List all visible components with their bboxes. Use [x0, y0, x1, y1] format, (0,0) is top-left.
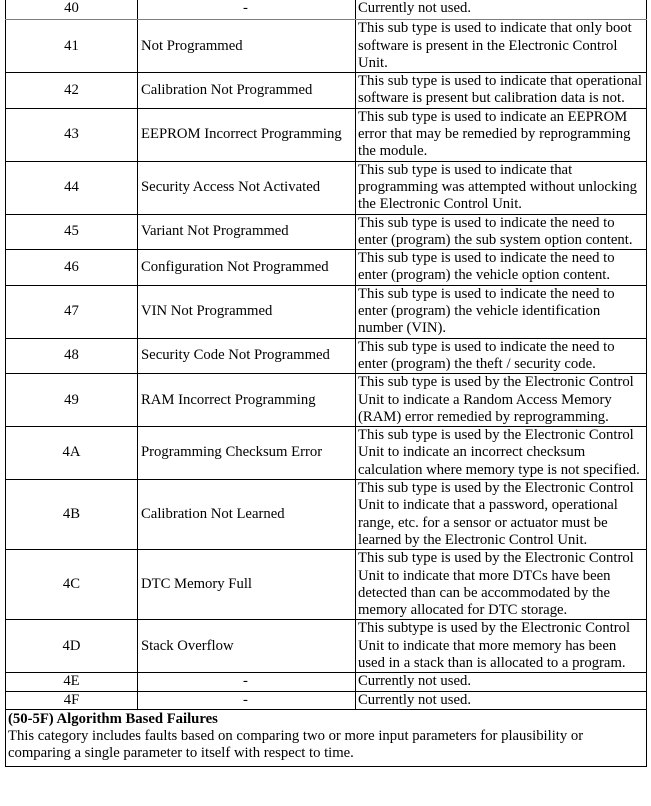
table-row: [6, 673, 647, 691]
name-cell: Calibration Not Programmed: [138, 73, 356, 109]
table-footer-body: [6, 709, 647, 766]
code-cell: 47: [6, 285, 138, 338]
description-cell: This sub type is used to indicate that operational software is present but calibration data is not.: [356, 73, 647, 109]
table-row: [6, 427, 647, 480]
code-cell: 4D: [6, 620, 138, 673]
description-cell: This sub type is used by the Electronic Control Unit to indicate that a password, operational range, etc. for a sensor or actuator must be learned by the Electronic Control Unit.: [356, 480, 647, 550]
description-cell: This sub type is used to indicate that programming was attempted without unlocking the Electronic Control Unit.: [356, 161, 647, 214]
code-cell: 4C: [6, 550, 138, 620]
table-row: [6, 0, 647, 20]
code-cell: 4B: [6, 480, 138, 550]
name-cell: Variant Not Programmed: [138, 214, 356, 250]
code-cell: 42: [6, 73, 138, 109]
table-row: [6, 620, 647, 673]
code-cell: 46: [6, 250, 138, 286]
dtc-subtype-table-wrap: [5, 0, 646, 767]
description-cell: This sub type is used by the Electronic Control Unit to indicate a Random Access Memory (RAM) error remedied by reprogramming.: [356, 374, 647, 427]
name-cell: EEPROM Incorrect Programming: [138, 108, 356, 161]
code-cell: 41: [6, 20, 138, 73]
code-cell: 40: [6, 0, 138, 20]
table-row: [6, 338, 647, 374]
category-heading: (50-5F) Algorithm Based Failures: [8, 710, 218, 727]
name-cell: Calibration Not Learned: [138, 480, 356, 550]
table-row: [6, 20, 647, 73]
name-cell: Stack Overflow: [138, 620, 356, 673]
name-cell: VIN Not Programmed: [138, 285, 356, 338]
name-cell: -: [138, 0, 356, 20]
name-cell: Not Programmed: [138, 20, 356, 73]
name-cell: Programming Checksum Error: [138, 427, 356, 480]
code-cell: 44: [6, 161, 138, 214]
footer-row: [6, 709, 647, 766]
code-cell: 48: [6, 338, 138, 374]
table-row: [6, 214, 647, 250]
table-row: [6, 480, 647, 550]
table-row: [6, 161, 647, 214]
code-cell: 4A: [6, 427, 138, 480]
name-cell: -: [138, 691, 356, 709]
description-cell: This subtype is used by the Electronic Control Unit to indicate that more memory has been used in a stack than is allocated to a program.: [356, 620, 647, 673]
description-cell: This sub type is used to indicate an EEPROM error that may be remedied by reprogramming the module.: [356, 108, 647, 161]
name-cell: Configuration Not Programmed: [138, 250, 356, 286]
category-footer-cell: [6, 709, 647, 766]
table-row: [6, 374, 647, 427]
description-cell: Currently not used.: [356, 673, 647, 691]
description-cell: This sub type is used by the Electronic Control Unit to indicate that more DTCs have been detected than can be accommodated by the memory allocated for DTC storage.: [356, 550, 647, 620]
description-cell: This sub type is used by the Electronic Control Unit to indicate an incorrect checksum calculation where memory type is not specified.: [356, 427, 647, 480]
table-row: [6, 285, 647, 338]
code-cell: 4F: [6, 691, 138, 709]
description-cell: This sub type is used to indicate the need to enter (program) the theft / security code.: [356, 338, 647, 374]
table-row: [6, 550, 647, 620]
table-row: [6, 691, 647, 709]
code-cell: 43: [6, 108, 138, 161]
category-description: This category includes faults based on comparing two or more input parameters for plausibility or comparing a single parameter to itself with respect to time.: [8, 728, 584, 762]
name-cell: -: [138, 673, 356, 691]
name-cell: RAM Incorrect Programming: [138, 374, 356, 427]
code-cell: 49: [6, 374, 138, 427]
description-cell: This sub type is used to indicate the need to enter (program) the vehicle identification number (VIN).: [356, 285, 647, 338]
table-row: [6, 108, 647, 161]
description-cell: This sub type is used to indicate that only boot software is present in the Electronic Control Unit.: [356, 20, 647, 73]
table-row: [6, 250, 647, 286]
table-body: [6, 0, 647, 709]
name-cell: Security Code Not Programmed: [138, 338, 356, 374]
name-cell: DTC Memory Full: [138, 550, 356, 620]
code-cell: 4E: [6, 673, 138, 691]
description-cell: Currently not used.: [356, 691, 647, 709]
table-row: [6, 73, 647, 109]
dtc-subtype-table: [5, 0, 647, 767]
description-cell: This sub type is used to indicate the need to enter (program) the sub system option content.: [356, 214, 647, 250]
description-cell: This sub type is used to indicate the need to enter (program) the vehicle option content.: [356, 250, 647, 286]
description-cell: Currently not used.: [356, 0, 647, 20]
code-cell: 45: [6, 214, 138, 250]
name-cell: Security Access Not Activated: [138, 161, 356, 214]
